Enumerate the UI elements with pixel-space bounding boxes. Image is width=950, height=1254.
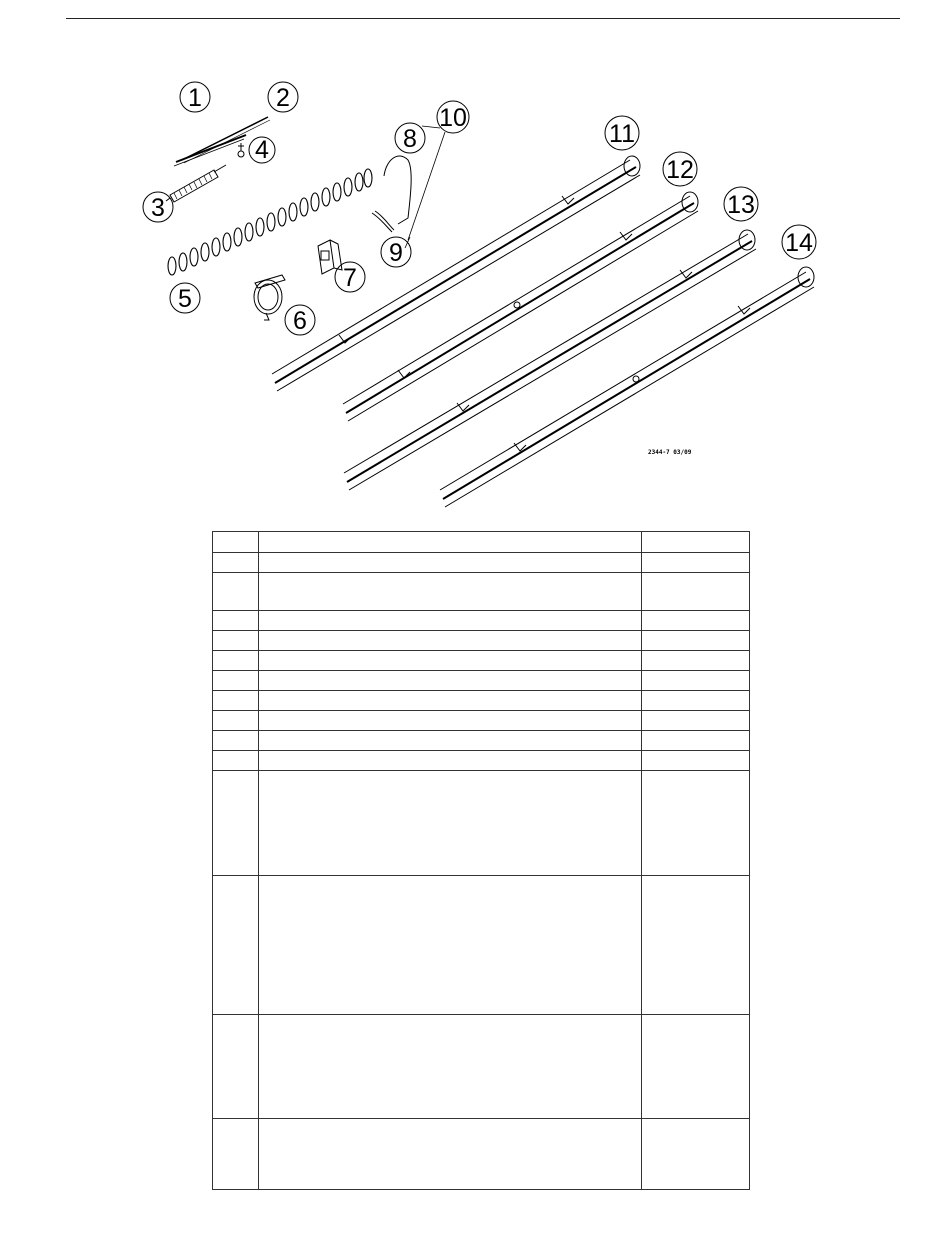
part-5-coil-spring [168,169,372,275]
callout-1: 1 [188,84,202,112]
table-cell [213,532,259,553]
part-6-clamp [254,275,285,320]
table-cell [642,651,750,671]
table-cell [259,553,642,573]
table-cell [213,876,259,1015]
table-cell [642,611,750,631]
callout-13: 13 [727,191,755,219]
exploded-parts-diagram [0,0,950,530]
table-row [213,573,750,611]
table-cell [642,1119,750,1190]
part-13-tube [344,230,756,490]
table-cell [642,671,750,691]
table-cell [213,1119,259,1190]
table-cell [259,631,642,651]
table-cell [642,532,750,553]
table-cell [259,532,642,553]
table-cell [213,711,259,731]
table-row [213,651,750,671]
table-cell [642,1015,750,1119]
table-cell [259,1119,642,1190]
callout-9: 9 [389,239,403,267]
table-cell [259,876,642,1015]
table-row [213,553,750,573]
callout-5: 5 [178,285,192,313]
callout-7: 7 [343,264,357,292]
table-cell [259,1015,642,1119]
table-cell [642,751,750,771]
table-cell [259,771,642,876]
callout-14: 14 [785,229,813,257]
table-cell [259,573,642,611]
callout-10: 10 [439,104,467,132]
table-cell [259,691,642,711]
table-cell [642,573,750,611]
table-row [213,1119,750,1190]
table-cell [642,771,750,876]
part-9-hook [372,211,394,232]
table-cell [642,631,750,651]
table-cell [213,573,259,611]
part-8-wire-form [384,156,411,224]
parts-table [212,531,750,1190]
callout-6: 6 [293,307,307,335]
callout-8: 8 [403,125,417,153]
part-14-tube [440,267,814,507]
table-cell [213,751,259,771]
table-cell [213,671,259,691]
table-cell [259,611,642,631]
table-cell [642,731,750,751]
table-cell [213,651,259,671]
table-row [213,611,750,631]
callout-12: 12 [666,156,694,184]
table-cell [213,553,259,573]
table-cell [259,731,642,751]
callout-2: 2 [276,84,290,112]
table-cell [213,771,259,876]
table-cell [642,711,750,731]
table-row [213,771,750,876]
table-row [213,671,750,691]
callout-11: 11 [609,120,635,148]
table-cell [213,731,259,751]
table-cell [213,611,259,631]
table-cell [259,671,642,691]
table-row [213,731,750,751]
table-cell [259,651,642,671]
part-12-tube [343,192,698,421]
table-row [213,876,750,1015]
table-cell [213,691,259,711]
part-7-bracket [318,240,342,274]
table-row [213,751,750,771]
drawing-code: 2344-7 03/09 [648,449,692,456]
table-cell [642,876,750,1015]
callout-3: 3 [151,194,165,222]
part-1-rod [174,135,246,166]
table-row [213,1015,750,1119]
table-row [213,691,750,711]
table-cell [642,553,750,573]
table-cell [259,711,642,731]
table-row [213,711,750,731]
table-row [213,631,750,651]
part-4-clip [238,143,244,157]
part-3-spring-pin [166,165,226,202]
table-cell [259,751,642,771]
table-cell [213,631,259,651]
table-cell [642,691,750,711]
table-cell [213,1015,259,1119]
callout-4: 4 [255,136,269,164]
table-header-row [213,532,750,553]
